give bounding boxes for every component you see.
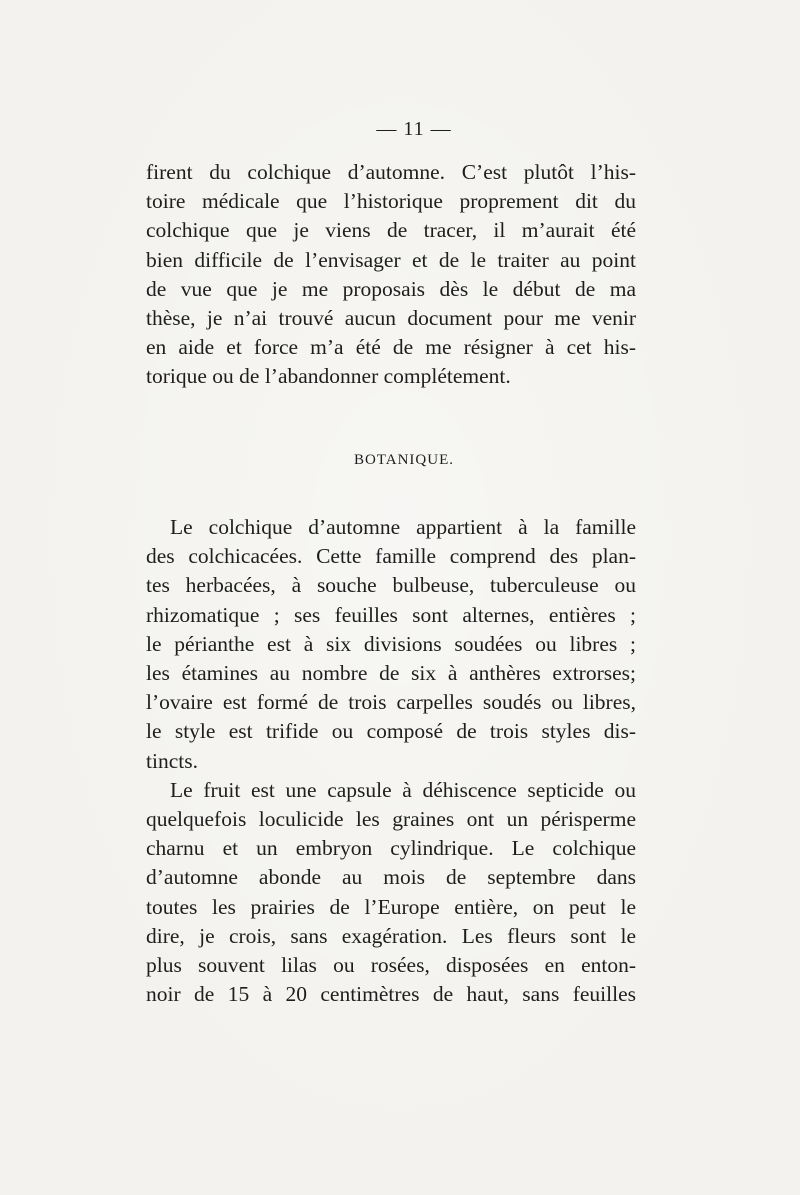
text-line: d’automne abonde au mois de septembre dans [146, 865, 636, 890]
text-line: les étamines au nombre de six à anthères extrorses; [146, 661, 636, 686]
text-line: colchique que je viens de tracer, il m’aurait été [146, 218, 636, 243]
section-heading: BOTANIQUE. [353, 452, 455, 468]
text-line: de vue que je me proposais dès le début de ma [146, 276, 636, 301]
text-line: bien difficile de l’envisager et de le traiter au point [146, 247, 636, 272]
text-line: le périanthe est à six divisions soudées ou libres ; [146, 631, 636, 656]
text-line: toutes les prairies de l’Europe entière, on peut le [146, 894, 636, 919]
text-line: des colchicacées. Cette famille comprend des plan- [146, 544, 636, 569]
text-line: en aide et force m’a été de me résigner à cet his- [146, 335, 636, 360]
text-line: quelquefois loculicide les graines ont un périsperme [146, 807, 636, 832]
text-line: firent du colchique d’automne. C’est plutôt l’his- [146, 160, 636, 184]
text-line: l’ovaire est formé de trois carpelles soudés ou libres, [146, 690, 636, 715]
text-line: toire médicale que l’historique proprement dit du [146, 189, 636, 214]
text-line: rhizomatique ; ses feuilles sont alternes, entières ; [146, 602, 636, 627]
text-line: noir de 15 à 20 centimètres de haut, sans feuilles [146, 982, 636, 1007]
text-line: Le colchique d’automne appartient à la famille [170, 515, 636, 539]
text-line: le style est trifide ou composé de trois styles dis- [146, 719, 636, 744]
text-line: plus souvent lilas ou rosées, disposées en enton- [146, 953, 636, 978]
text-line: thèse, je n’ai trouvé aucun document pour me venir [146, 306, 636, 331]
text-line: dire, je crois, sans exagération. Les fleurs sont le [146, 923, 636, 948]
text-line: charnu et un embryon cylindrique. Le colchique [146, 836, 636, 861]
page-number: — 11 — [376, 118, 452, 140]
paragraph-botany [146, 513, 636, 1009]
paragraph-history [146, 158, 636, 392]
text-line: tes herbacées, à souche bulbeuse, tuberculeuse ou [146, 573, 636, 598]
text-line: torique ou de l’abandonner complétement. [146, 364, 511, 389]
text-line: Le fruit est une capsule à déhiscence septicide ou [170, 777, 636, 802]
text-line: tincts. [146, 748, 198, 773]
